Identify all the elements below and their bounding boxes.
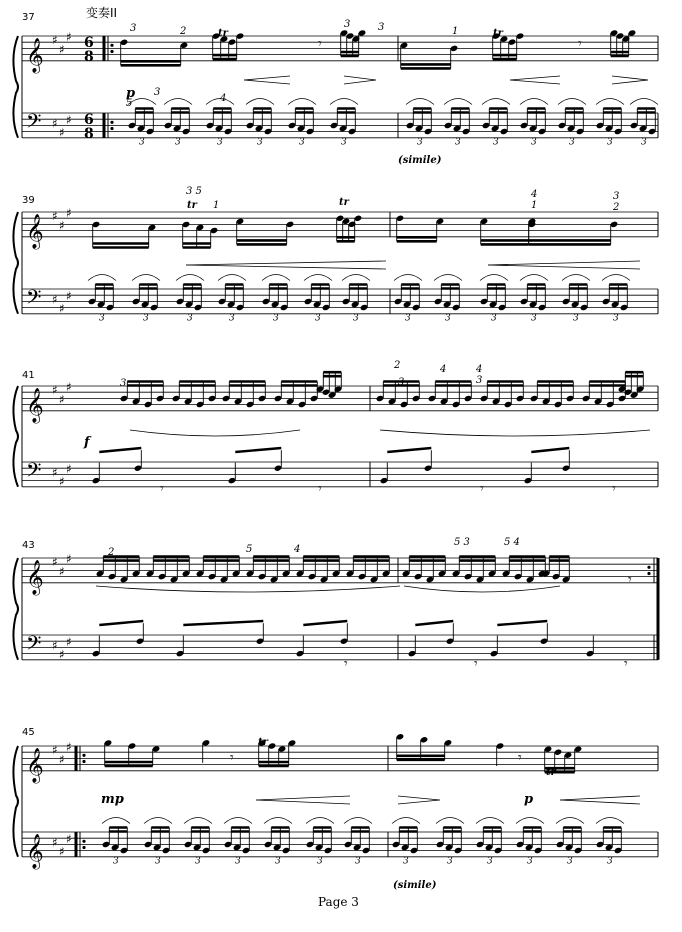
beam: [387, 448, 431, 452]
slur: [132, 275, 160, 281]
triplet-number: 3: [445, 313, 451, 324]
decrescendo-hairpin: [612, 80, 648, 84]
slur: [480, 275, 508, 281]
triplet-number: 3: [527, 856, 533, 867]
sharp-icon: ♯: [52, 465, 58, 480]
fingering: 5 3: [454, 537, 470, 548]
dynamic-p-2: p: [524, 792, 534, 807]
bass-clef-icon: 𝄢: [26, 458, 42, 487]
slur: [288, 99, 316, 105]
fingering: 5: [126, 98, 133, 109]
crescendo-hairpin: [510, 76, 560, 80]
triplet-number: 3: [447, 856, 453, 867]
bass-clef-icon: 𝄢: [26, 109, 42, 138]
brace: [13, 746, 18, 857]
fingering: 3: [378, 22, 385, 33]
slur: [520, 275, 548, 281]
beam: [531, 448, 569, 452]
simile-marking-2: (simile): [393, 880, 437, 891]
triplet-number: 3: [531, 313, 537, 324]
slur: [330, 99, 358, 105]
triplet-number: 3: [567, 856, 573, 867]
repeat-dot: [647, 572, 650, 575]
simile-marking: (simile): [398, 155, 442, 166]
sharp-icon: ♯: [59, 647, 65, 662]
fingering: 3: [344, 19, 351, 30]
slur: [520, 99, 548, 105]
eighth-rest-icon: 𝄾: [318, 36, 322, 52]
eighth-rest-icon: 𝄾: [518, 750, 522, 766]
slur: [88, 275, 116, 281]
triplet-number: 3: [175, 137, 181, 148]
sharp-icon: ♯: [52, 835, 58, 850]
slur: [246, 99, 274, 105]
fingering: 3: [476, 375, 483, 386]
sharp-icon: ♯: [59, 564, 65, 579]
triplet-number: 3: [155, 856, 161, 867]
fingering: 2: [394, 360, 401, 371]
brace: [13, 36, 18, 138]
slur: [306, 818, 334, 824]
sharp-icon: ♯: [66, 113, 72, 128]
fingering: 3: [398, 377, 405, 388]
treble-clef-icon: 𝄞: [26, 387, 44, 423]
eighth-rest-icon: 𝄾: [578, 36, 582, 52]
sharp-icon: ♯: [52, 638, 58, 653]
slur: [342, 275, 370, 281]
slur: [394, 275, 422, 281]
triplet-number: 3: [531, 137, 537, 148]
time-sig-bass-num: 6: [84, 112, 94, 128]
sharp-icon: ♯: [52, 743, 58, 758]
phrase-slur: [96, 586, 400, 592]
sharp-icon: ♯: [66, 289, 72, 304]
crescendo-hairpin: [244, 80, 290, 84]
triplet-number: 3: [573, 313, 579, 324]
slur: [392, 818, 420, 824]
triplet-number: 3: [353, 313, 359, 324]
eighth-rest-icon: 𝄾: [230, 750, 234, 766]
fingering: 4: [440, 364, 447, 375]
trill-mark: tr: [258, 737, 268, 748]
eighth-rest-icon: 𝄾: [612, 481, 616, 497]
repeat-dot: [110, 127, 113, 130]
crescendo-hairpin: [560, 800, 640, 804]
trill-mark: tr: [546, 767, 556, 778]
brace: [13, 212, 18, 314]
sharp-icon: ♯: [52, 555, 58, 570]
fingering: 4: [531, 189, 538, 200]
fingering: 3: [130, 23, 137, 34]
triplet-number: 3: [607, 856, 613, 867]
triplet-number: 3: [405, 313, 411, 324]
crescendo-hairpin: [256, 800, 350, 804]
decrescendo-hairpin: [398, 796, 440, 800]
phrase-slur: [380, 430, 650, 436]
beam: [99, 448, 141, 452]
fingering: 2: [108, 547, 115, 558]
measure-number-41: 41: [22, 370, 35, 381]
fingering: 1: [452, 26, 459, 37]
sharp-icon: ♯: [59, 301, 65, 316]
dynamic-p: p: [126, 86, 136, 101]
dynamic-f: f: [84, 435, 90, 450]
sharp-icon: ♯: [52, 209, 58, 224]
triplet-number: 3: [487, 856, 493, 867]
slur: [144, 818, 172, 824]
decrescendo-hairpin: [344, 80, 376, 84]
beam: [99, 621, 143, 625]
slur: [602, 275, 630, 281]
triplet-number: 3: [455, 137, 461, 148]
fingering: 2: [180, 26, 187, 37]
slur: [482, 99, 510, 105]
triplet-number: 3: [235, 856, 241, 867]
measure-number-43: 43: [22, 540, 35, 551]
treble-clef-icon: 𝄞: [26, 833, 44, 869]
phrase-slur: [130, 430, 300, 436]
sharp-icon: ♯: [66, 462, 72, 477]
triplet-number: 3: [317, 856, 323, 867]
measure-number-37: 37: [22, 12, 35, 23]
sharp-icon: ♯: [66, 30, 72, 44]
time-sig-treble-den: 8: [84, 49, 94, 65]
decrescendo-hairpin: [398, 800, 440, 804]
slur: [218, 275, 246, 281]
slur: [176, 275, 204, 281]
sharp-icon: ♯: [66, 832, 72, 847]
slur: [184, 818, 212, 824]
slur: [562, 275, 590, 281]
sharp-icon: ♯: [66, 635, 72, 650]
slur: [164, 99, 192, 105]
page-footer: Page 3: [318, 895, 359, 909]
triplet-number: 3: [403, 856, 409, 867]
brace: [13, 386, 18, 487]
slur: [516, 818, 544, 824]
fingering: 3: [613, 191, 620, 202]
beam: [303, 621, 347, 625]
beam: [415, 621, 453, 625]
slur: [436, 818, 464, 824]
sharp-icon: ♯: [52, 292, 58, 307]
fingering: 3: [120, 378, 127, 389]
sharp-icon: ♯: [52, 116, 58, 131]
triplet-number: 3: [613, 313, 619, 324]
sharp-icon: ♯: [66, 380, 72, 394]
triplet-number: 3: [341, 137, 347, 148]
triplet-number: 3: [187, 313, 193, 324]
eighth-rest-icon: 𝄾: [160, 481, 164, 497]
slur: [444, 99, 472, 105]
fingering: 4: [476, 364, 483, 375]
slur: [304, 275, 332, 281]
sharp-icon: ♯: [59, 474, 65, 489]
measure-number-45: 45: [22, 727, 35, 738]
fingering: 1: [531, 200, 538, 211]
triplet-number: 3: [417, 137, 423, 148]
eighth-rest-icon: 𝄾: [474, 656, 478, 672]
eighth-rest-icon: 𝄾: [624, 656, 628, 672]
triplet-number: 3: [273, 313, 279, 324]
triplet-number: 3: [315, 313, 321, 324]
fingering: 5: [246, 544, 253, 555]
triplet-number: 3: [569, 137, 575, 148]
slur: [596, 99, 624, 105]
sharp-icon: ♯: [59, 392, 65, 407]
trill-mark: tr: [339, 197, 349, 208]
triplet-number: 3: [143, 313, 149, 324]
triplet-number: 3: [275, 856, 281, 867]
repeat-dot: [110, 50, 113, 53]
slur: [434, 275, 462, 281]
trill-mark: tr: [218, 28, 228, 39]
slur: [596, 818, 624, 824]
crescendo-hairpin: [510, 80, 560, 84]
sharp-icon: ♯: [66, 740, 72, 754]
sharp-icon: ♯: [52, 33, 58, 48]
triplet-number: 3: [491, 313, 497, 324]
fingering: 5 4: [504, 537, 520, 548]
crescendo-hairpin: [244, 76, 290, 80]
repeat-dot: [82, 840, 85, 843]
crescendo-hairpin: [186, 261, 386, 265]
crescendo-hairpin: [488, 261, 640, 265]
decrescendo-hairpin: [344, 76, 376, 80]
slur: [264, 818, 292, 824]
beam: [497, 621, 547, 625]
repeat-dot: [82, 846, 85, 849]
repeat-dot: [110, 121, 113, 124]
eighth-rest-icon: 𝄾: [318, 481, 322, 497]
beam: [183, 621, 263, 625]
triplet-number: 3: [257, 137, 263, 148]
trill-mark: tr: [493, 28, 503, 39]
fingering: 4: [220, 93, 227, 104]
fingering: 2: [613, 202, 620, 213]
slur: [406, 99, 434, 105]
triplet-number: 3: [113, 856, 119, 867]
eighth-rest-icon: 𝄾: [480, 481, 484, 497]
triplet-number: 3: [299, 137, 305, 148]
slur: [556, 818, 584, 824]
section-title: 变奏II: [86, 6, 118, 20]
sharp-icon: ♯: [59, 218, 65, 233]
slur: [630, 99, 658, 105]
triplet-number: 3: [139, 137, 145, 148]
fingering: 4: [294, 544, 301, 555]
slur: [102, 818, 130, 824]
sharp-icon: ♯: [59, 844, 65, 859]
slur: [558, 99, 586, 105]
trill-mark: tr: [187, 200, 197, 211]
time-sig-bass-den: 8: [84, 126, 94, 142]
crescendo-hairpin: [186, 265, 386, 269]
repeat-dot: [110, 44, 113, 47]
fingering: 3: [154, 87, 161, 98]
brace: [13, 558, 18, 660]
triplet-number: 3: [641, 137, 647, 148]
sharp-icon: ♯: [52, 383, 58, 398]
eighth-rest-icon: 𝄾: [628, 572, 632, 588]
fingering: 3 5: [186, 186, 202, 197]
treble-clef-icon: 𝄞: [26, 37, 44, 73]
triplet-number: 3: [355, 856, 361, 867]
triplet-number: 3: [99, 313, 105, 324]
crescendo-hairpin: [560, 796, 640, 800]
slur: [224, 818, 252, 824]
phrase-slur: [404, 586, 560, 592]
sharp-icon: ♯: [59, 752, 65, 767]
decrescendo-hairpin: [612, 76, 648, 80]
repeat-dot: [82, 760, 85, 763]
measure-number-39: 39: [22, 195, 35, 206]
slur: [476, 818, 504, 824]
repeat-dot: [82, 754, 85, 757]
triplet-number: 3: [195, 856, 201, 867]
crescendo-hairpin: [488, 265, 640, 269]
sharp-icon: ♯: [59, 125, 65, 140]
treble-clef-icon: 𝄞: [26, 747, 44, 783]
bass-clef-icon: 𝄢: [26, 631, 42, 660]
triplet-number: 3: [493, 137, 499, 148]
triplet-number: 3: [607, 137, 613, 148]
time-sig-treble-num: 6: [84, 35, 94, 51]
bass-clef-icon: 𝄢: [26, 285, 42, 314]
treble-clef-icon: 𝄞: [26, 559, 44, 595]
triplet-number: 3: [229, 313, 235, 324]
repeat-dot: [647, 566, 650, 569]
eighth-rest-icon: 𝄾: [344, 656, 348, 672]
slur: [344, 818, 372, 824]
dynamic-mp: mp: [101, 792, 124, 807]
fingering: 1: [213, 200, 220, 211]
sharp-icon: ♯: [66, 206, 72, 220]
crescendo-hairpin: [256, 796, 350, 800]
beam: [235, 448, 281, 452]
triplet-number: 3: [217, 137, 223, 148]
sharp-icon: ♯: [66, 552, 72, 566]
treble-clef-icon: 𝄞: [26, 213, 44, 249]
sharp-icon: ♯: [59, 42, 65, 57]
slur: [262, 275, 290, 281]
